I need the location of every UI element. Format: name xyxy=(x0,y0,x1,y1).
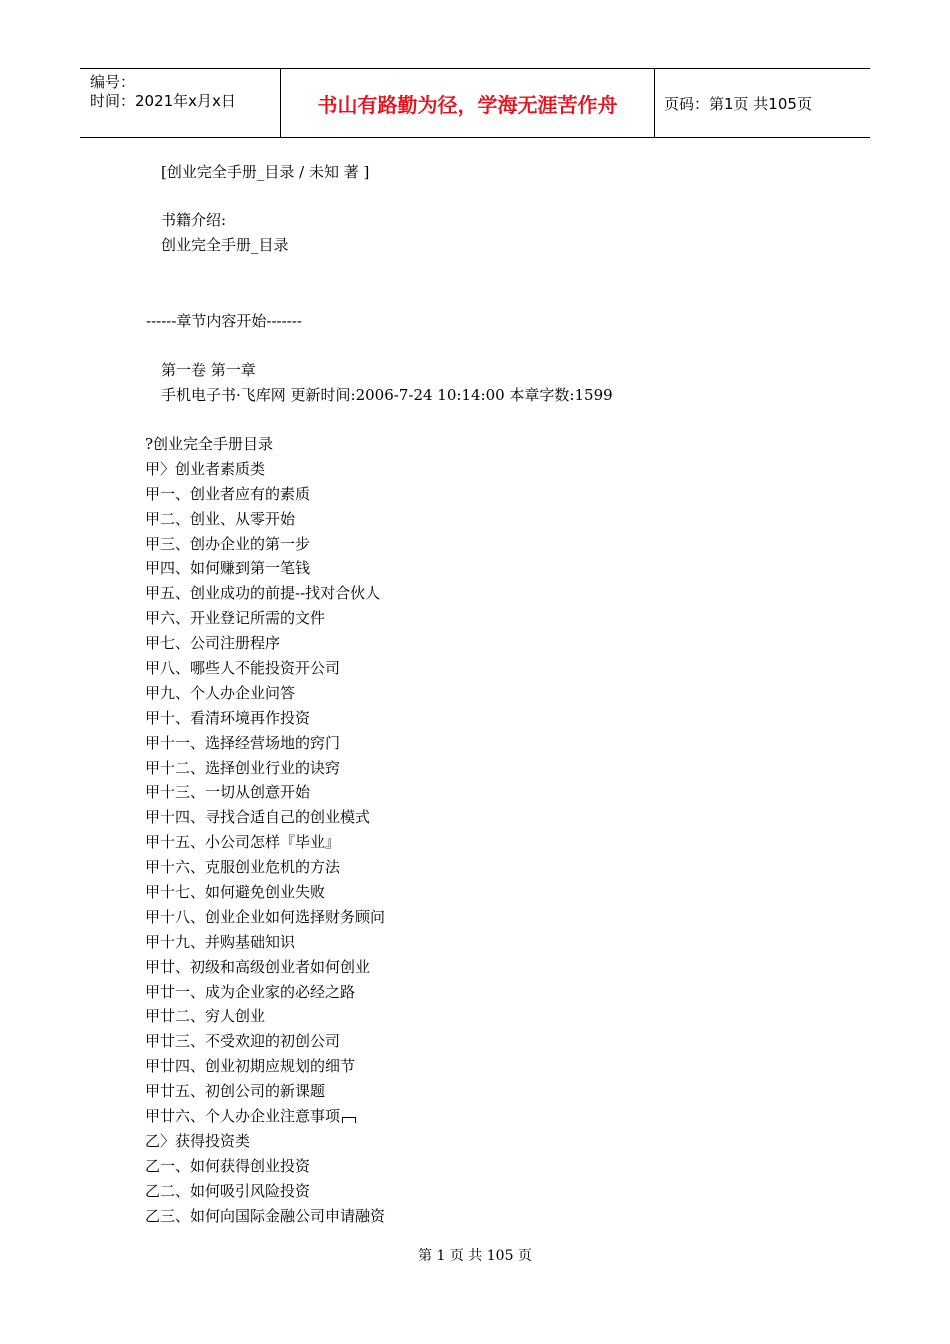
toc-item xyxy=(145,1154,385,1179)
toc-item-label: 甲廿一、成为企业家的必经之路 xyxy=(145,982,356,1001)
toc-item-label: 甲四、如何赚到第一笔钱 xyxy=(145,559,311,578)
toc-item xyxy=(145,1104,385,1129)
toc-item-label: ?创业完全手册目录 xyxy=(145,435,274,453)
toc-item xyxy=(145,731,385,756)
toc-item-label: 甲三、创办企业的第一步 xyxy=(145,534,311,553)
toc-item xyxy=(145,855,385,880)
toc-item-label: 甲廿五、初创公司的新课题 xyxy=(145,1082,326,1101)
toc-item xyxy=(145,756,385,781)
toc-item-label: 乙一、如何获得创业投资 xyxy=(145,1156,311,1175)
toc-item xyxy=(145,1129,385,1154)
toc-item xyxy=(145,1004,385,1029)
toc-item xyxy=(145,631,385,656)
header-page-info: 页码：第1页 共105页 xyxy=(664,94,812,113)
toc-item xyxy=(145,532,385,557)
intro-label: 书籍介绍: xyxy=(161,211,227,229)
time-label: 时间：2021年x月x日 xyxy=(90,92,236,110)
toc-item xyxy=(145,930,385,955)
toc-item xyxy=(145,805,385,830)
toc-item xyxy=(145,780,385,805)
toc-item xyxy=(145,905,385,930)
toc-item-label: 甲十四、寻找合适自己的创业模式 xyxy=(145,808,371,827)
toc-item xyxy=(145,1079,385,1104)
number-label: 编号： xyxy=(90,73,136,91)
toc-item xyxy=(145,1204,385,1229)
toc-item-label: 甲九、个人办企业问答 xyxy=(145,683,296,702)
toc-item xyxy=(145,507,385,532)
page-footer: 第 1 页 共 105 页 xyxy=(418,1248,532,1264)
bracket-mark-icon xyxy=(342,1117,356,1123)
toc-item-label: 甲十三、一切从创意开始 xyxy=(145,783,311,802)
toc-item-label: 甲十二、选择创业行业的诀窍 xyxy=(145,758,341,777)
toc-item-label: 甲十一、选择经营场地的窍门 xyxy=(145,733,341,752)
toc-item-label: 甲七、公司注册程序 xyxy=(145,634,281,653)
header-info-cell xyxy=(80,69,281,137)
page-header xyxy=(80,68,870,138)
toc-item-label: 乙二、如何吸引风险投资 xyxy=(145,1181,311,1200)
toc-item-label: 甲十五、小公司怎样『毕业』 xyxy=(145,833,341,852)
toc-item-label: 甲六、开业登记所需的文件 xyxy=(145,609,326,628)
toc-item xyxy=(145,457,385,482)
toc-item xyxy=(145,1029,385,1054)
toc-item-label: 甲八、哪些人不能投资开公司 xyxy=(145,659,341,678)
book-title-line: [创业完全手册_目录 / 未知 著 ] xyxy=(161,163,370,181)
toc-item xyxy=(145,955,385,980)
toc-item xyxy=(145,830,385,855)
toc-item-label: 甲十、看清环境再作投资 xyxy=(145,708,311,727)
toc-item xyxy=(145,581,385,606)
toc-item-label: 甲二、创业、从零开始 xyxy=(145,509,296,528)
toc-item xyxy=(145,980,385,1005)
chapter-meta: 手机电子书·飞库网 更新时间:2006-7-24 10:14:00 本章字数:1599 xyxy=(161,386,613,404)
toc-item-label: 乙三、如何向国际金融公司申请融资 xyxy=(145,1206,386,1225)
toc-item-label: 甲十六、克服创业危机的方法 xyxy=(145,858,341,877)
volume-heading: 第一卷 第一章 xyxy=(161,361,256,379)
toc-item-label: 甲十九、并购基础知识 xyxy=(145,932,296,951)
toc-item-label: 甲一、创业者应有的素质 xyxy=(145,484,311,503)
toc-item-label: 甲廿三、不受欢迎的初创公司 xyxy=(145,1032,341,1051)
toc-item-label: 甲廿四、创业初期应规划的细节 xyxy=(145,1057,356,1076)
toc-item-label: 乙〉获得投资类 xyxy=(145,1131,251,1150)
chapter-start-marker: ------章节内容开始------- xyxy=(146,312,302,330)
toc-item xyxy=(145,681,385,706)
intro-text: 创业完全手册_目录 xyxy=(161,236,289,254)
toc-item xyxy=(145,1054,385,1079)
toc-item-label: 甲十七、如何避免创业失败 xyxy=(145,883,326,902)
toc-item xyxy=(145,706,385,731)
toc-item-label: 甲五、创业成功的前提--找对合伙人 xyxy=(145,584,381,603)
toc-item xyxy=(145,482,385,507)
toc-item-label: 甲廿二、穷人创业 xyxy=(145,1007,266,1026)
toc-item-label: 甲十八、创业企业如何选择财务顾问 xyxy=(145,907,386,926)
table-of-contents xyxy=(145,432,385,1229)
toc-item xyxy=(145,656,385,681)
toc-item xyxy=(145,606,385,631)
toc-item xyxy=(145,880,385,905)
toc-item xyxy=(145,432,385,457)
toc-item-label: 甲廿六、个人办企业注意事项 xyxy=(145,1107,341,1126)
toc-item xyxy=(145,556,385,581)
toc-item-label: 甲廿、初级和高级创业者如何创业 xyxy=(145,957,371,976)
header-motto: 书山有路勤为径，学海无涯苦作舟 xyxy=(281,69,655,137)
toc-item-label: 甲〉创业者素质类 xyxy=(145,459,266,478)
toc-item xyxy=(145,1179,385,1204)
